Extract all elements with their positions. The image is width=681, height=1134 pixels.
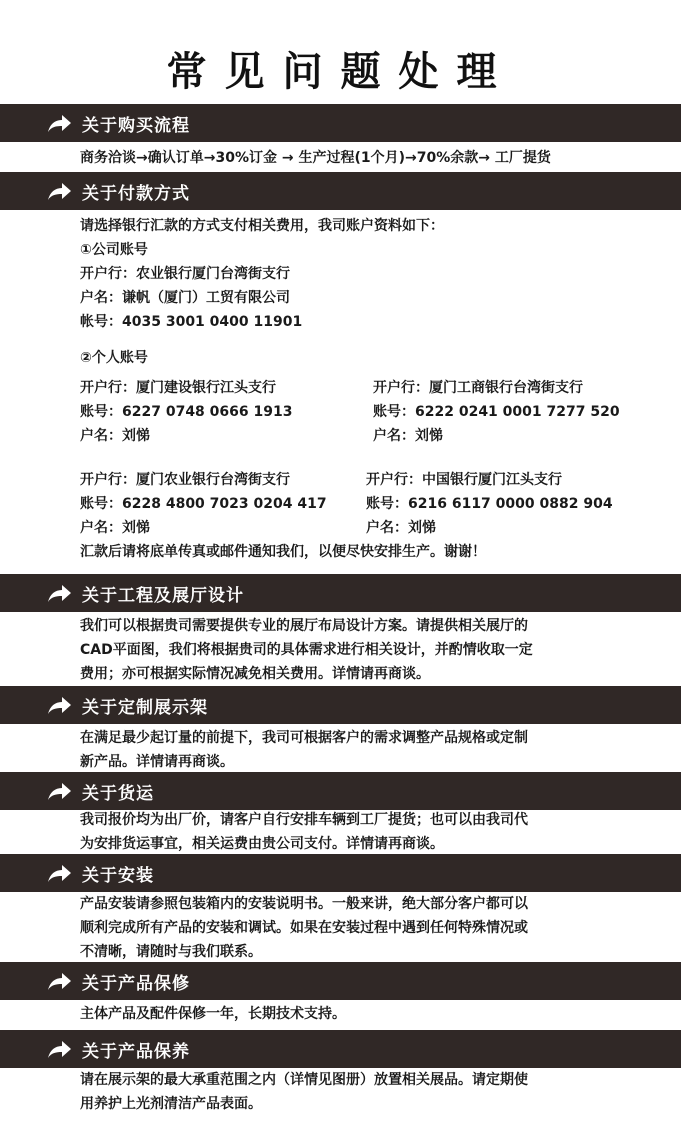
shipping-line: 为安排货运事宜，相关运费由贵公司支付。详情请再商谈。 bbox=[80, 836, 444, 852]
personal-account-4 bbox=[366, 468, 613, 540]
account-number: 账号：6222 0241 0001 7277 520 bbox=[373, 404, 620, 420]
account-number: 账号：6216 6117 0000 0882 904 bbox=[366, 496, 613, 512]
section-heading: 关于定制展示架 bbox=[82, 697, 208, 718]
company-name: 户名：谦帆（厦门）工贸有限公司 bbox=[80, 290, 290, 306]
hand-pointer-icon bbox=[46, 776, 76, 806]
hand-pointer-icon bbox=[46, 858, 76, 888]
hand-pointer-icon bbox=[46, 1034, 76, 1064]
hand-pointer-icon bbox=[46, 690, 76, 720]
section-header-warranty bbox=[0, 962, 681, 1000]
section-heading: 关于购买流程 bbox=[82, 115, 190, 136]
custom-line: 新产品。详情请再商谈。 bbox=[80, 754, 234, 770]
account-holder: 户名：刘悌 bbox=[80, 428, 150, 444]
install-line: 产品安装请参照包装箱内的安装说明书。一般来讲，绝大部分客户都可以 bbox=[80, 896, 528, 912]
payment-intro: 请选择银行汇款的方式支付相关费用，我司账户资料如下： bbox=[80, 218, 444, 234]
section-header-design bbox=[0, 574, 681, 612]
purchase-flow-text: 商务洽谈→确认订单→30%订金 → 生产过程(1个月)→70%余款→ 工厂提货 bbox=[80, 150, 551, 166]
install-text-block bbox=[80, 892, 646, 964]
design-text-block bbox=[80, 614, 646, 686]
section-header-payment bbox=[0, 172, 681, 210]
account-bank: 开户行：中国银行厦门江头支行 bbox=[366, 472, 562, 488]
personal-account-title: ②个人账号 bbox=[80, 350, 148, 366]
account-bank: 开户行：厦门工商银行台湾街支行 bbox=[373, 380, 583, 396]
section-header-purchase bbox=[0, 104, 681, 142]
install-line: 顺利完成所有产品的安装和调试。如果在安装过程中遇到任何特殊情况或 bbox=[80, 920, 528, 936]
section-heading: 关于付款方式 bbox=[82, 183, 190, 204]
company-account-number: 帐号：4035 3001 0400 11901 bbox=[80, 314, 303, 330]
company-account-title: ①公司账号 bbox=[80, 242, 148, 258]
page-title: 常见问题处理 bbox=[166, 49, 515, 95]
personal-account-1 bbox=[80, 376, 292, 448]
payment-note-block bbox=[80, 540, 646, 564]
maintenance-line: 用养护上光剂清洁产品表面。 bbox=[80, 1096, 262, 1112]
account-bank: 开户行：厦门农业银行台湾街支行 bbox=[80, 472, 290, 488]
account-bank: 开户行：厦门建设银行江头支行 bbox=[80, 380, 276, 396]
account-holder: 户名：刘悌 bbox=[80, 520, 150, 536]
custom-text-block bbox=[80, 726, 646, 774]
account-number: 账号：6227 0748 0666 1913 bbox=[80, 404, 293, 420]
purchase-text-block bbox=[80, 146, 646, 170]
section-heading: 关于产品保修 bbox=[82, 973, 190, 994]
payment-note: 汇款后请将底单传真或邮件通知我们，以便尽快安排生产。谢谢！ bbox=[80, 544, 486, 560]
section-heading: 关于产品保养 bbox=[82, 1041, 190, 1062]
design-line: 费用；亦可根据实际情况减免相关费用。详情请再商谈。 bbox=[80, 666, 430, 682]
section-header-custom bbox=[0, 686, 681, 724]
design-line: CAD平面图，我们将根据贵司的具体需求进行相关设计，并酌情收取一定 bbox=[80, 642, 533, 658]
shipping-line: 我司报价均为出厂价，请客户自行安排车辆到工厂提货；也可以由我司代 bbox=[80, 812, 528, 828]
hand-pointer-icon bbox=[46, 578, 76, 608]
personal-account-2 bbox=[373, 376, 620, 448]
section-heading: 关于工程及展厅设计 bbox=[82, 585, 244, 606]
payment-text-block bbox=[80, 214, 646, 370]
account-holder: 户名：刘悌 bbox=[373, 428, 443, 444]
section-header-shipping bbox=[0, 772, 681, 810]
hand-pointer-icon bbox=[46, 176, 76, 206]
custom-line: 在满足最少起订量的前提下，我司可根据客户的需求调整产品规格或定制 bbox=[80, 730, 528, 746]
shipping-text-block bbox=[80, 808, 646, 856]
section-heading: 关于货运 bbox=[82, 783, 154, 804]
maintenance-line: 请在展示架的最大承重范围之内（详情见图册）放置相关展品。请定期使 bbox=[80, 1072, 528, 1088]
personal-account-3 bbox=[80, 468, 327, 540]
warranty-text-block bbox=[80, 1002, 646, 1026]
company-bank: 开户行：农业银行厦门台湾街支行 bbox=[80, 266, 290, 282]
hand-pointer-icon bbox=[46, 966, 76, 996]
maintenance-text-block bbox=[80, 1068, 646, 1116]
install-line: 不清晰，请随时与我们联系。 bbox=[80, 944, 262, 960]
account-number: 账号：6228 4800 7023 0204 417 bbox=[80, 496, 327, 512]
warranty-line: 主体产品及配件保修一年，长期技术支持。 bbox=[80, 1006, 346, 1022]
section-header-maintenance bbox=[0, 1030, 681, 1068]
hand-pointer-icon bbox=[46, 108, 76, 138]
design-line: 我们可以根据贵司需要提供专业的展厅布局设计方案。请提供相关展厅的 bbox=[80, 618, 528, 634]
section-heading: 关于安装 bbox=[82, 865, 154, 886]
account-holder: 户名：刘悌 bbox=[366, 520, 436, 536]
section-header-install bbox=[0, 854, 681, 892]
